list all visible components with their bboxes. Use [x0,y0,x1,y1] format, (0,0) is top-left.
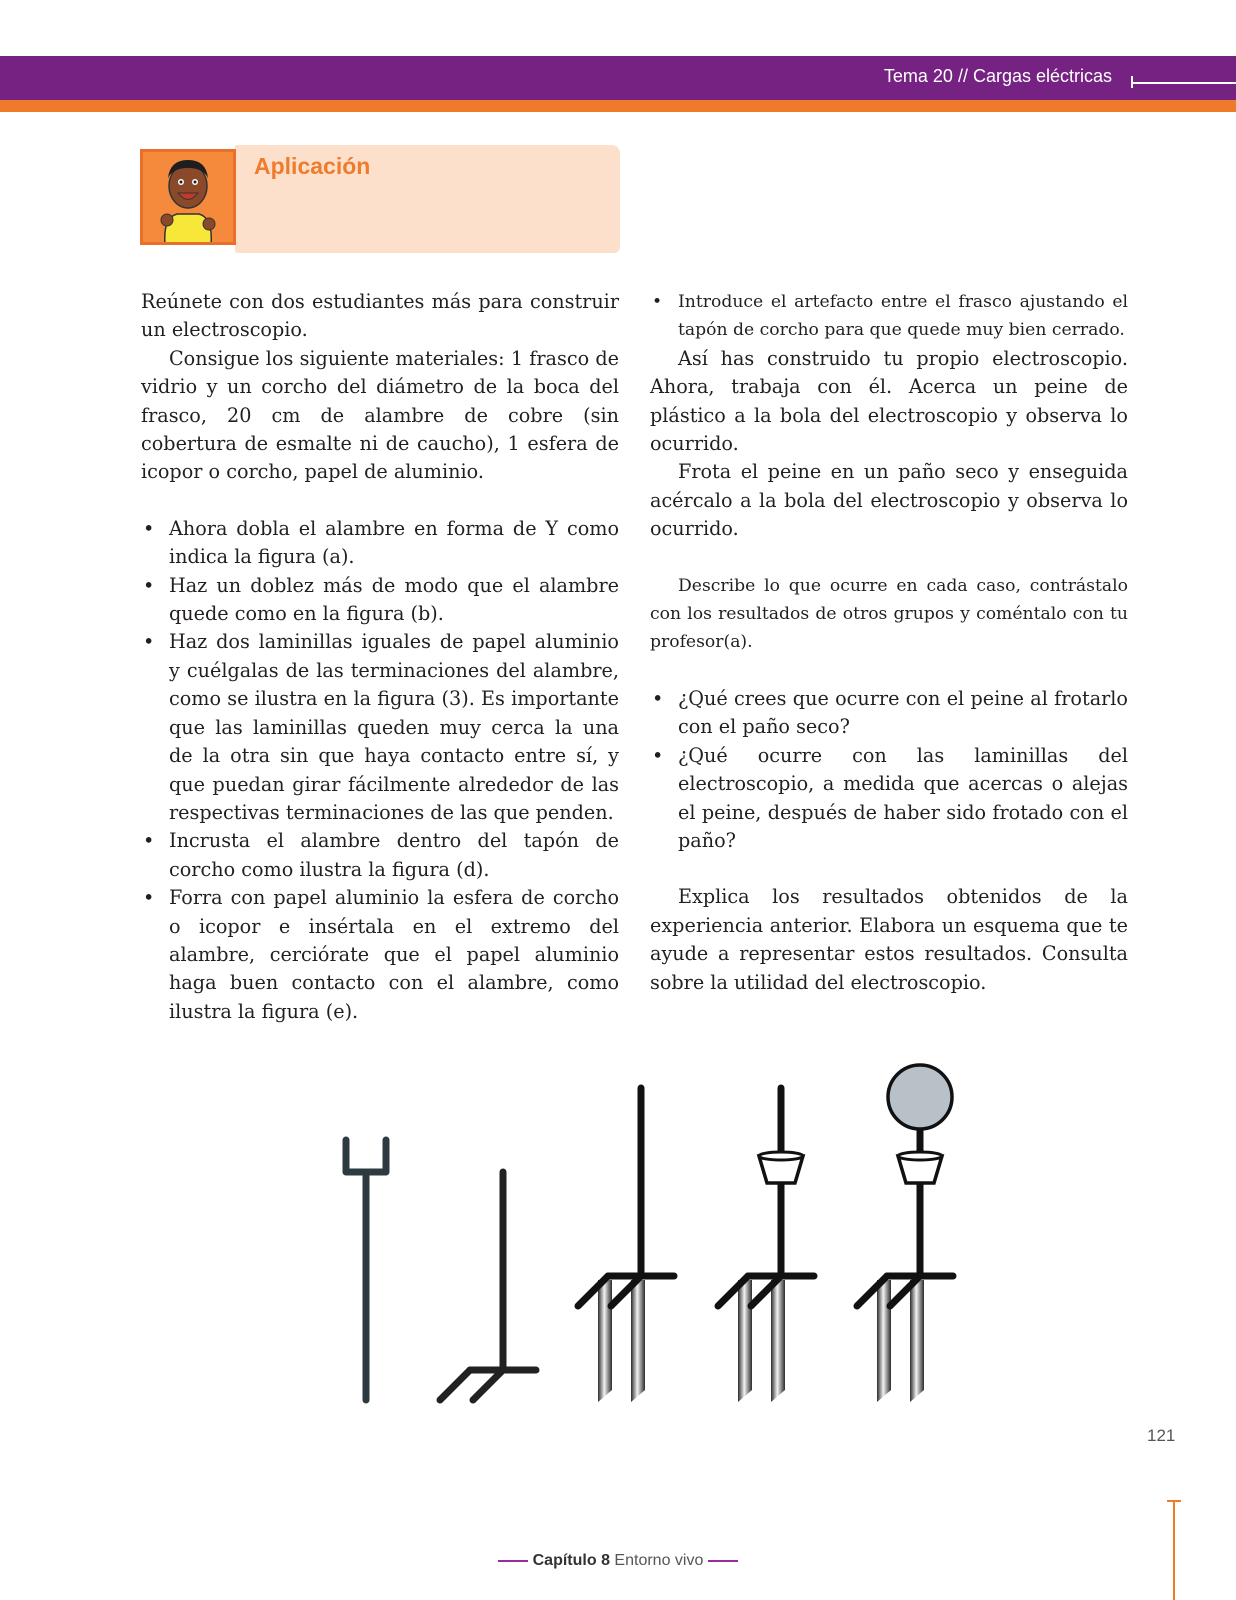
electroscope-steps-figure [300,1040,1000,1430]
describe-paragraph: Describe lo que ocurre en cada caso, contrástalo con los resultados de otros grupos y coméntalo con tu profesor(a). [650,575,1128,653]
topic-rule [1131,82,1236,84]
figure-d-with-cork [718,1088,814,1402]
spacer [141,487,619,515]
page-number: 121 [1147,1426,1176,1445]
side-rule [1173,1500,1175,1600]
questions-list [650,685,1128,855]
step-item: • Introduce el artefacto entre el frasco ajustando el tapón de corcho para que quede muy bien cerrado. [650,288,1128,345]
right-column [650,288,1128,997]
application-title: Aplicación [254,153,371,179]
steps-list [141,515,619,1026]
spacer [650,657,1128,685]
header-accent-bar [0,100,1236,112]
step-item: • Forra con papel aluminio la esfera de corcho o icopor e insértala en el extremo del alambre, cerciórate que el papel aluminio haga buen contacto con el alambre, como ilustra la figura (e). [141,884,619,1026]
topic-title: Tema 20 // Cargas eléctricas [883,66,1112,86]
footer-title: Entorno vivo [614,1552,704,1569]
step-item: • Ahora dobla el alambre en forma de Y como indica la figura (a). [141,515,619,572]
footer-chapter: Capítulo 8 [532,1552,610,1569]
figure-b-bent-wire [440,1172,536,1400]
construction-paragraph: Así has construido tu propio electroscopio. Ahora, trabaja con él. Acerca un peine de plástico a la bola del electroscopio y observa lo ocurrido. [650,346,1128,456]
figure-e-complete-electroscope [857,1065,953,1402]
step-item: • Haz dos laminillas iguales de papel aluminio y cuélgalas de las terminaciones del alambre, como se ilustra en la figura (3). Es importante que las laminillas queden muy cerca la una de la otra sin que haya contacto entre sí, y que puedan girar fácilmente alrededor de las respectivas terminaciones de las que penden. [141,628,619,827]
electroscope-steps-illustration [300,1040,1000,1430]
footer-rule-right [708,1560,738,1562]
question-item: • ¿Qué ocurre con las laminillas del electroscopio, a medida que acercas o alejas el peine, después de haber sido frotado con el paño? [650,742,1128,856]
figure-a-y-wire [346,1140,386,1400]
intro-paragraph: Reúnete con dos estudiantes más para construir un electroscopio. [141,290,619,342]
step-item: • Haz un doblez más de modo que el alambre quede como en la figura (b). [141,572,619,629]
spacer [650,855,1128,883]
student-avatar [140,149,236,245]
footer-rule-left [498,1560,528,1562]
footer [0,1552,1236,1570]
figure-c-with-foils [578,1088,674,1402]
student-illustration-icon [143,152,233,242]
materials-paragraph: Consigue los siguiente materiales: 1 frasco de vidrio y un corcho del diámetro de la boca del frasco, 20 cm de alambre de cobre (sin cobertura de esmalte ni de caucho), 1 esfera de icopor o corcho, papel de aluminio. [141,346,619,484]
steps-list-continued [650,288,1128,345]
step-item: • Incrusta el alambre dentro del tapón de corcho como ilustra la figura (d). [141,827,619,884]
rub-comb-paragraph: Frota el peine en un paño seco y enseguida acércalo a la bola del electroscopio y observa lo ocurrido. [650,460,1128,541]
question-item: • ¿Qué crees que ocurre con el peine al frotarlo con el paño seco? [650,685,1128,742]
explain-paragraph: Explica los resultados obtenidos de la experiencia anterior. Elabora un esquema que te ayude a representar estos resultados. Consulta sobre la utilidad del electroscopio. [650,885,1128,994]
left-column [141,288,619,1026]
application-banner [140,145,620,255]
spacer [650,544,1128,572]
